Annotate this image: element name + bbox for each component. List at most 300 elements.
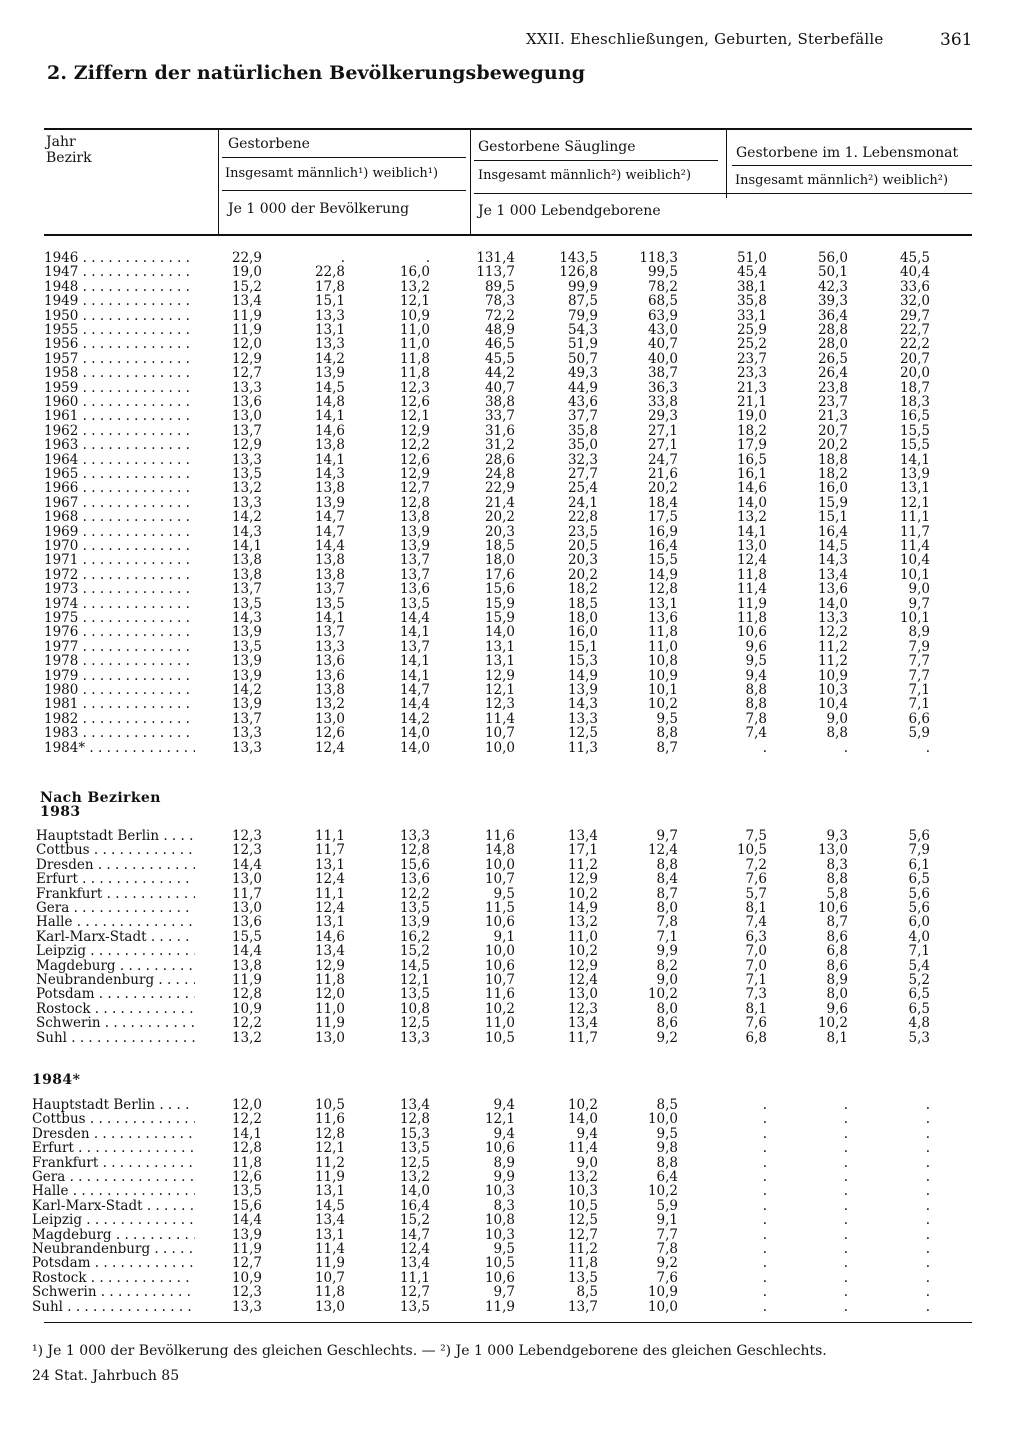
- cell-deaths-male: 13,8: [314, 552, 345, 569]
- cell-neonatal-male: 39,3: [817, 293, 848, 310]
- cell-neonatal-male: .: [843, 1212, 848, 1229]
- cell-neonatal-total: 25,9: [736, 322, 767, 338]
- cell-infant-male: 16,0: [567, 624, 598, 641]
- cell-neonatal-female: .: [925, 1140, 930, 1157]
- cell-infant-female: 11,8: [647, 624, 678, 641]
- cell-deaths-male: 11,9: [314, 1255, 345, 1272]
- cell-infant-total: 131,4: [476, 250, 515, 266]
- cell-neonatal-total: 18,2: [736, 422, 767, 439]
- cell-deaths-male: 10,7: [314, 1269, 345, 1286]
- row-label: Neubrandenburg . . .: [32, 1242, 195, 1256]
- cell-deaths-total: 13,8: [231, 566, 262, 583]
- row-label: Karl-Marx-Stadt . . .: [36, 930, 195, 944]
- cell-infant-total: 45,5: [484, 350, 515, 367]
- cell-infant-male: 51,9: [567, 336, 598, 353]
- cell-neonatal-male: 16,4: [817, 523, 848, 540]
- row-label: Dresden . . .: [32, 1127, 195, 1141]
- cell-infant-total: 24,8: [484, 466, 515, 482]
- cell-deaths-female: 13,6: [399, 581, 430, 598]
- cell-deaths-female: 16,4: [399, 1197, 430, 1214]
- cell-neonatal-male: .: [843, 1241, 848, 1257]
- cell-infant-female: 9,5: [656, 710, 678, 727]
- cell-neonatal-male: 6,8: [826, 943, 848, 960]
- table-row: [0, 712, 1024, 726]
- cell-neonatal-total: .: [762, 1298, 767, 1315]
- section-year-1983: 1983: [40, 804, 81, 820]
- cell-neonatal-total: .: [762, 1140, 767, 1157]
- cell-deaths-female: 13,3: [399, 1029, 430, 1046]
- cell-infant-female: 9,5: [656, 1125, 678, 1142]
- table-row: [0, 597, 1024, 611]
- cell-neonatal-female: 29,7: [899, 307, 930, 324]
- cell-neonatal-female: 6,5: [908, 1000, 930, 1017]
- cell-infant-female: 11,0: [647, 638, 678, 655]
- cell-deaths-total: 11,9: [231, 322, 262, 338]
- row-label: Neubrandenburg . . .: [36, 973, 195, 987]
- cell-infant-male: 20,5: [567, 538, 598, 554]
- cell-neonatal-male: .: [843, 739, 848, 756]
- cell-neonatal-female: .: [925, 1298, 930, 1315]
- cell-neonatal-female: 45,5: [899, 250, 930, 266]
- cell-infant-female: 12,8: [647, 581, 678, 598]
- cell-deaths-total: 13,0: [231, 871, 262, 888]
- cell-neonatal-female: .: [925, 1241, 930, 1257]
- cell-deaths-male: 10,5: [314, 1097, 345, 1113]
- cell-infant-female: 10,0: [647, 1111, 678, 1128]
- cell-infant-total: 113,7: [476, 264, 515, 281]
- cell-neonatal-male: 8,7: [826, 914, 848, 931]
- table-row: [0, 1098, 1024, 1112]
- table-row: [0, 611, 1024, 625]
- cell-neonatal-male: 13,4: [817, 566, 848, 583]
- cell-deaths-total: 12,8: [231, 1140, 262, 1157]
- cell-deaths-male: 13,1: [314, 1183, 345, 1200]
- cell-infant-female: 17,5: [647, 509, 678, 526]
- cell-neonatal-female: 14,1: [899, 451, 930, 468]
- cell-deaths-total: 15,5: [231, 928, 262, 945]
- cell-deaths-female: 13,7: [399, 552, 430, 569]
- cell-neonatal-total: 7,0: [745, 957, 767, 974]
- cell-neonatal-female: .: [925, 1154, 930, 1171]
- cell-deaths-male: 14,7: [314, 509, 345, 526]
- cell-deaths-male: 14,6: [314, 422, 345, 439]
- group2-subheader: Insgesamt männlich²) weiblich²): [478, 168, 692, 183]
- cell-infant-total: 10,7: [484, 725, 515, 742]
- cell-neonatal-male: 21,3: [817, 408, 848, 425]
- cell-infant-male: 11,7: [567, 1029, 598, 1046]
- col-divider-2: [470, 130, 471, 234]
- cell-neonatal-male: .: [843, 1197, 848, 1214]
- cell-infant-total: 89,5: [484, 278, 515, 295]
- table-row: [0, 1228, 1024, 1242]
- cell-deaths-total: 14,3: [231, 523, 262, 540]
- cell-infant-total: 15,9: [484, 595, 515, 612]
- cell-deaths-male: 11,8: [314, 972, 345, 988]
- cell-deaths-male: 13,8: [314, 566, 345, 583]
- top-rule: [44, 128, 972, 130]
- cell-infant-female: 8,8: [656, 856, 678, 873]
- cell-neonatal-total: 14,6: [736, 480, 767, 497]
- cell-infant-male: 49,3: [567, 365, 598, 382]
- cell-deaths-male: 13,9: [314, 494, 345, 511]
- cell-deaths-female: 11,1: [399, 1269, 430, 1286]
- cell-neonatal-female: 10,1: [899, 610, 930, 626]
- table-row: [0, 251, 1024, 265]
- cell-neonatal-female: .: [925, 1269, 930, 1286]
- cell-neonatal-total: 8,8: [745, 696, 767, 713]
- cell-neonatal-total: 14,1: [736, 523, 767, 540]
- row-label: 1963 . . .: [44, 438, 195, 452]
- row-label: 1980 . . .: [44, 683, 195, 697]
- table-row: [0, 697, 1024, 711]
- cell-neonatal-female: 7,7: [908, 667, 930, 684]
- cell-infant-total: 8,9: [493, 1154, 515, 1171]
- cell-infant-male: 13,2: [567, 914, 598, 931]
- table-row: [0, 741, 1024, 755]
- cell-neonatal-male: 15,1: [817, 509, 848, 526]
- cell-deaths-total: 15,6: [231, 1197, 262, 1214]
- cell-deaths-total: 13,0: [231, 900, 262, 916]
- cell-deaths-female: 10,9: [399, 307, 430, 324]
- table-row: [0, 640, 1024, 654]
- cell-deaths-male: 17,8: [314, 278, 345, 295]
- cell-infant-male: 13,7: [567, 1298, 598, 1315]
- cell-deaths-female: 13,5: [399, 595, 430, 612]
- cell-neonatal-female: 5,2: [908, 972, 930, 988]
- cell-neonatal-total: 8,1: [745, 1000, 767, 1017]
- group2-rule: [474, 160, 718, 161]
- row-label: Frankfurt . . .: [32, 1156, 195, 1170]
- cell-neonatal-female: 7,9: [908, 842, 930, 859]
- cell-neonatal-male: 11,2: [817, 653, 848, 670]
- cell-infant-female: 9,0: [656, 972, 678, 988]
- cell-neonatal-female: .: [925, 1169, 930, 1185]
- cell-neonatal-male: 23,7: [817, 394, 848, 410]
- cell-neonatal-total: 17,9: [736, 437, 767, 454]
- cell-neonatal-total: .: [762, 1197, 767, 1214]
- table-row: [0, 973, 1024, 987]
- cell-deaths-total: 13,6: [231, 394, 262, 410]
- cell-infant-female: 13,6: [647, 610, 678, 626]
- cell-neonatal-female: 4,8: [908, 1015, 930, 1032]
- cell-deaths-female: 12,6: [399, 394, 430, 410]
- table-row: [0, 553, 1024, 567]
- cell-neonatal-female: .: [925, 1111, 930, 1128]
- row-label: 1960 . . .: [44, 395, 195, 409]
- cell-infant-male: 11,3: [567, 739, 598, 756]
- cell-infant-male: 17,1: [567, 842, 598, 859]
- cell-infant-female: 10,2: [647, 696, 678, 713]
- table-row: [0, 481, 1024, 495]
- cell-infant-total: 9,4: [493, 1097, 515, 1113]
- cell-infant-female: 10,2: [647, 986, 678, 1003]
- cell-infant-total: 10,6: [484, 957, 515, 974]
- row-label: 1979 . . .: [44, 669, 195, 683]
- table-row: [0, 395, 1024, 409]
- cell-neonatal-total: 8,8: [745, 682, 767, 698]
- table-title: 2. Ziffern der natürlichen Bevölkerungsbewegung: [47, 62, 586, 84]
- cell-infant-total: 10,2: [484, 1000, 515, 1017]
- cell-neonatal-male: 10,6: [817, 900, 848, 916]
- cell-neonatal-male: 20,2: [817, 437, 848, 454]
- table-row: [0, 280, 1024, 294]
- cell-deaths-female: 14,1: [399, 624, 430, 641]
- table-row: [0, 453, 1024, 467]
- cell-neonatal-female: 40,4: [899, 264, 930, 281]
- cell-infant-male: 25,4: [567, 480, 598, 497]
- row-label: Potsdam . . .: [32, 1256, 195, 1270]
- cell-neonatal-female: .: [925, 1212, 930, 1229]
- cell-infant-male: 79,9: [567, 307, 598, 324]
- group1-header: Gestorbene: [228, 136, 310, 152]
- cell-neonatal-total: 7,4: [745, 725, 767, 742]
- cell-neonatal-male: .: [843, 1284, 848, 1301]
- table-row: [0, 829, 1024, 843]
- cell-neonatal-female: 10,4: [899, 552, 930, 569]
- cell-deaths-female: 13,9: [399, 538, 430, 554]
- table-row: [0, 381, 1024, 395]
- cell-neonatal-female: .: [925, 739, 930, 756]
- cell-deaths-total: 12,3: [231, 842, 262, 859]
- cell-infant-total: 20,3: [484, 523, 515, 540]
- cell-deaths-male: 13,0: [314, 1298, 345, 1315]
- cell-deaths-male: 11,4: [314, 1241, 345, 1257]
- cell-infant-female: 8,2: [656, 957, 678, 974]
- row-label: 1982 . . .: [44, 712, 195, 726]
- cell-neonatal-male: 13,0: [817, 842, 848, 859]
- row-label: 1946 . . .: [44, 251, 195, 265]
- cell-infant-male: 18,5: [567, 595, 598, 612]
- cell-deaths-total: 13,2: [231, 1029, 262, 1046]
- cell-deaths-male: 14,2: [314, 350, 345, 367]
- cell-deaths-female: 11,8: [399, 365, 430, 382]
- cell-deaths-male: 12,0: [314, 986, 345, 1003]
- cell-infant-male: 50,7: [567, 350, 598, 367]
- cell-deaths-female: 15,2: [399, 943, 430, 960]
- cell-neonatal-female: 7,1: [908, 682, 930, 698]
- cell-infant-male: 126,8: [559, 264, 598, 281]
- cell-deaths-total: 13,9: [231, 653, 262, 670]
- cell-deaths-total: 12,2: [231, 1111, 262, 1128]
- row-label: 1970 . . .: [44, 539, 195, 553]
- cell-infant-male: 13,2: [567, 1169, 598, 1185]
- cell-neonatal-total: 9,6: [745, 638, 767, 655]
- cell-deaths-male: 12,4: [314, 739, 345, 756]
- cell-neonatal-male: 28,8: [817, 322, 848, 338]
- cell-deaths-male: 12,6: [314, 725, 345, 742]
- cell-deaths-female: 12,9: [399, 422, 430, 439]
- row-label: Hauptstadt Berlin . . .: [32, 1098, 195, 1112]
- cell-deaths-male: 12,9: [314, 957, 345, 974]
- cell-infant-male: 14,0: [567, 1111, 598, 1128]
- cell-deaths-female: 12,9: [399, 466, 430, 482]
- table-row: [0, 568, 1024, 582]
- cell-deaths-female: 14,4: [399, 696, 430, 713]
- cell-neonatal-total: 7,4: [745, 914, 767, 931]
- row-label: Karl-Marx-Stadt . . .: [32, 1199, 195, 1213]
- cell-neonatal-female: 5,6: [908, 900, 930, 916]
- cell-neonatal-female: 33,6: [899, 278, 930, 295]
- row-label: Halle . . .: [32, 1184, 195, 1198]
- cell-infant-total: 12,1: [484, 1111, 515, 1128]
- cell-infant-female: 10,8: [647, 653, 678, 670]
- cell-infant-male: 143,5: [559, 250, 598, 266]
- cell-infant-male: 8,5: [576, 1284, 598, 1301]
- cell-infant-total: 9,7: [493, 1284, 515, 1301]
- cell-infant-female: 5,9: [656, 1197, 678, 1214]
- cell-neonatal-total: .: [762, 1169, 767, 1185]
- cell-neonatal-female: 11,1: [899, 509, 930, 526]
- cell-deaths-total: 12,3: [231, 828, 262, 844]
- cell-deaths-total: 13,3: [231, 1298, 262, 1315]
- cell-infant-total: 10,0: [484, 739, 515, 756]
- cell-infant-male: 10,2: [567, 943, 598, 960]
- cell-deaths-male: 13,0: [314, 1029, 345, 1046]
- row-label: Leipzig . . .: [32, 1213, 195, 1227]
- cell-infant-total: 17,6: [484, 566, 515, 583]
- table-row: [0, 1300, 1024, 1314]
- cell-neonatal-male: .: [843, 1183, 848, 1200]
- cell-infant-male: 13,3: [567, 710, 598, 727]
- cell-deaths-male: 14,5: [314, 1197, 345, 1214]
- group1-unit: Je 1 000 der Bevölkerung: [228, 201, 410, 217]
- cell-neonatal-total: .: [762, 1154, 767, 1171]
- cell-infant-male: 14,3: [567, 696, 598, 713]
- cell-neonatal-total: .: [762, 1284, 767, 1301]
- cell-deaths-male: 13,3: [314, 307, 345, 324]
- cell-deaths-total: 12,8: [231, 986, 262, 1003]
- cell-infant-female: 9,1: [656, 1212, 678, 1229]
- cell-deaths-female: 12,1: [399, 408, 430, 425]
- cell-deaths-male: 13,9: [314, 365, 345, 382]
- cell-neonatal-female: .: [925, 1125, 930, 1142]
- row-label: 1984* . . .: [44, 741, 195, 755]
- cell-deaths-male: 12,4: [314, 900, 345, 916]
- cell-neonatal-total: 11,8: [736, 610, 767, 626]
- cell-deaths-total: 11,8: [231, 1154, 262, 1171]
- table-row: [0, 309, 1024, 323]
- cell-neonatal-male: 56,0: [817, 250, 848, 266]
- table-row: [0, 294, 1024, 308]
- table-row: [0, 915, 1024, 929]
- cell-neonatal-male: .: [843, 1169, 848, 1185]
- cell-infant-total: 40,7: [484, 379, 515, 396]
- row-label: 1949 . . .: [44, 294, 195, 308]
- cell-infant-total: 21,4: [484, 494, 515, 511]
- cell-infant-female: 27,1: [647, 437, 678, 454]
- cell-deaths-male: 14,1: [314, 451, 345, 468]
- cell-infant-total: 11,9: [484, 1298, 515, 1315]
- cell-infant-total: 20,2: [484, 509, 515, 526]
- cell-deaths-male: 11,6: [314, 1111, 345, 1128]
- cell-infant-total: 44,2: [484, 365, 515, 382]
- table-row: [0, 323, 1024, 337]
- cell-infant-female: 6,4: [656, 1169, 678, 1185]
- cell-deaths-female: 12,4: [399, 1241, 430, 1257]
- cell-infant-male: 11,2: [567, 1241, 598, 1257]
- cell-deaths-total: 10,9: [231, 1269, 262, 1286]
- cell-infant-female: 24,7: [647, 451, 678, 468]
- cell-neonatal-female: 32,0: [899, 293, 930, 310]
- cell-deaths-male: 13,8: [314, 480, 345, 497]
- cell-infant-male: 10,3: [567, 1183, 598, 1200]
- cell-infant-female: 38,7: [647, 365, 678, 382]
- cell-neonatal-male: 8,8: [826, 871, 848, 888]
- cell-deaths-total: 13,5: [231, 595, 262, 612]
- cell-infant-female: 10,0: [647, 1298, 678, 1315]
- cell-infant-female: 8,7: [656, 885, 678, 902]
- row-label: 1959 . . .: [44, 381, 195, 395]
- cell-neonatal-total: 8,1: [745, 900, 767, 916]
- cell-infant-total: 31,2: [484, 437, 515, 454]
- cell-deaths-total: 15,2: [231, 278, 262, 295]
- cell-infant-male: 32,3: [567, 451, 598, 468]
- cell-infant-total: 11,4: [484, 710, 515, 727]
- cell-infant-male: 9,0: [576, 1154, 598, 1171]
- cell-neonatal-total: 6,3: [745, 928, 767, 945]
- cell-infant-male: 22,8: [567, 509, 598, 526]
- row-label: Schwerin . . .: [36, 1016, 195, 1030]
- cell-neonatal-male: 14,3: [817, 552, 848, 569]
- cell-deaths-female: 14,1: [399, 653, 430, 670]
- cell-neonatal-female: 18,3: [899, 394, 930, 410]
- cell-neonatal-male: 14,5: [817, 538, 848, 554]
- table-row: [0, 582, 1024, 596]
- cell-infant-male: 15,3: [567, 653, 598, 670]
- cell-neonatal-female: 6,0: [908, 914, 930, 931]
- cell-neonatal-male: 10,9: [817, 667, 848, 684]
- cell-neonatal-total: .: [762, 1269, 767, 1286]
- cell-deaths-total: 11,9: [231, 1241, 262, 1257]
- row-label: 1957 . . .: [44, 352, 195, 366]
- cell-infant-male: 23,5: [567, 523, 598, 540]
- row-label: 1966 . . .: [44, 481, 195, 495]
- cell-deaths-total: 13,9: [231, 696, 262, 713]
- cell-neonatal-total: 7,8: [745, 710, 767, 727]
- cell-neonatal-female: 11,4: [899, 538, 930, 554]
- cell-neonatal-total: 13,0: [736, 538, 767, 554]
- cell-infant-male: 20,2: [567, 566, 598, 583]
- cell-neonatal-male: 9,6: [826, 1000, 848, 1017]
- cell-infant-total: 78,3: [484, 293, 515, 310]
- cell-deaths-total: 13,9: [231, 1226, 262, 1243]
- cell-neonatal-male: 9,3: [826, 828, 848, 844]
- cell-deaths-total: 14,1: [231, 1125, 262, 1142]
- cell-infant-male: 43,6: [567, 394, 598, 410]
- cell-infant-total: 15,6: [484, 581, 515, 598]
- cell-infant-male: 14,9: [567, 667, 598, 684]
- row-label: Halle . . .: [36, 915, 195, 929]
- cell-infant-male: 37,7: [567, 408, 598, 425]
- cell-infant-female: 8,8: [656, 725, 678, 742]
- cell-infant-female: 9,2: [656, 1029, 678, 1046]
- cell-neonatal-total: .: [762, 1226, 767, 1243]
- group3-subheader: Insgesamt männlich²) weiblich²): [735, 173, 949, 188]
- cell-infant-female: 40,7: [647, 336, 678, 353]
- cell-deaths-total: 13,3: [231, 739, 262, 756]
- row-label: Potsdam . . .: [36, 987, 195, 1001]
- table-row: [0, 1213, 1024, 1227]
- cell-neonatal-total: 35,8: [736, 293, 767, 310]
- cell-neonatal-male: 8,3: [826, 856, 848, 873]
- cell-neonatal-male: 26,5: [817, 350, 848, 367]
- cell-deaths-total: 14,2: [231, 682, 262, 698]
- cell-deaths-total: 22,9: [231, 250, 262, 266]
- cell-infant-female: 8,8: [656, 1154, 678, 1171]
- cell-neonatal-total: .: [762, 1111, 767, 1128]
- cell-infant-total: 33,7: [484, 408, 515, 425]
- cell-neonatal-female: .: [925, 1255, 930, 1272]
